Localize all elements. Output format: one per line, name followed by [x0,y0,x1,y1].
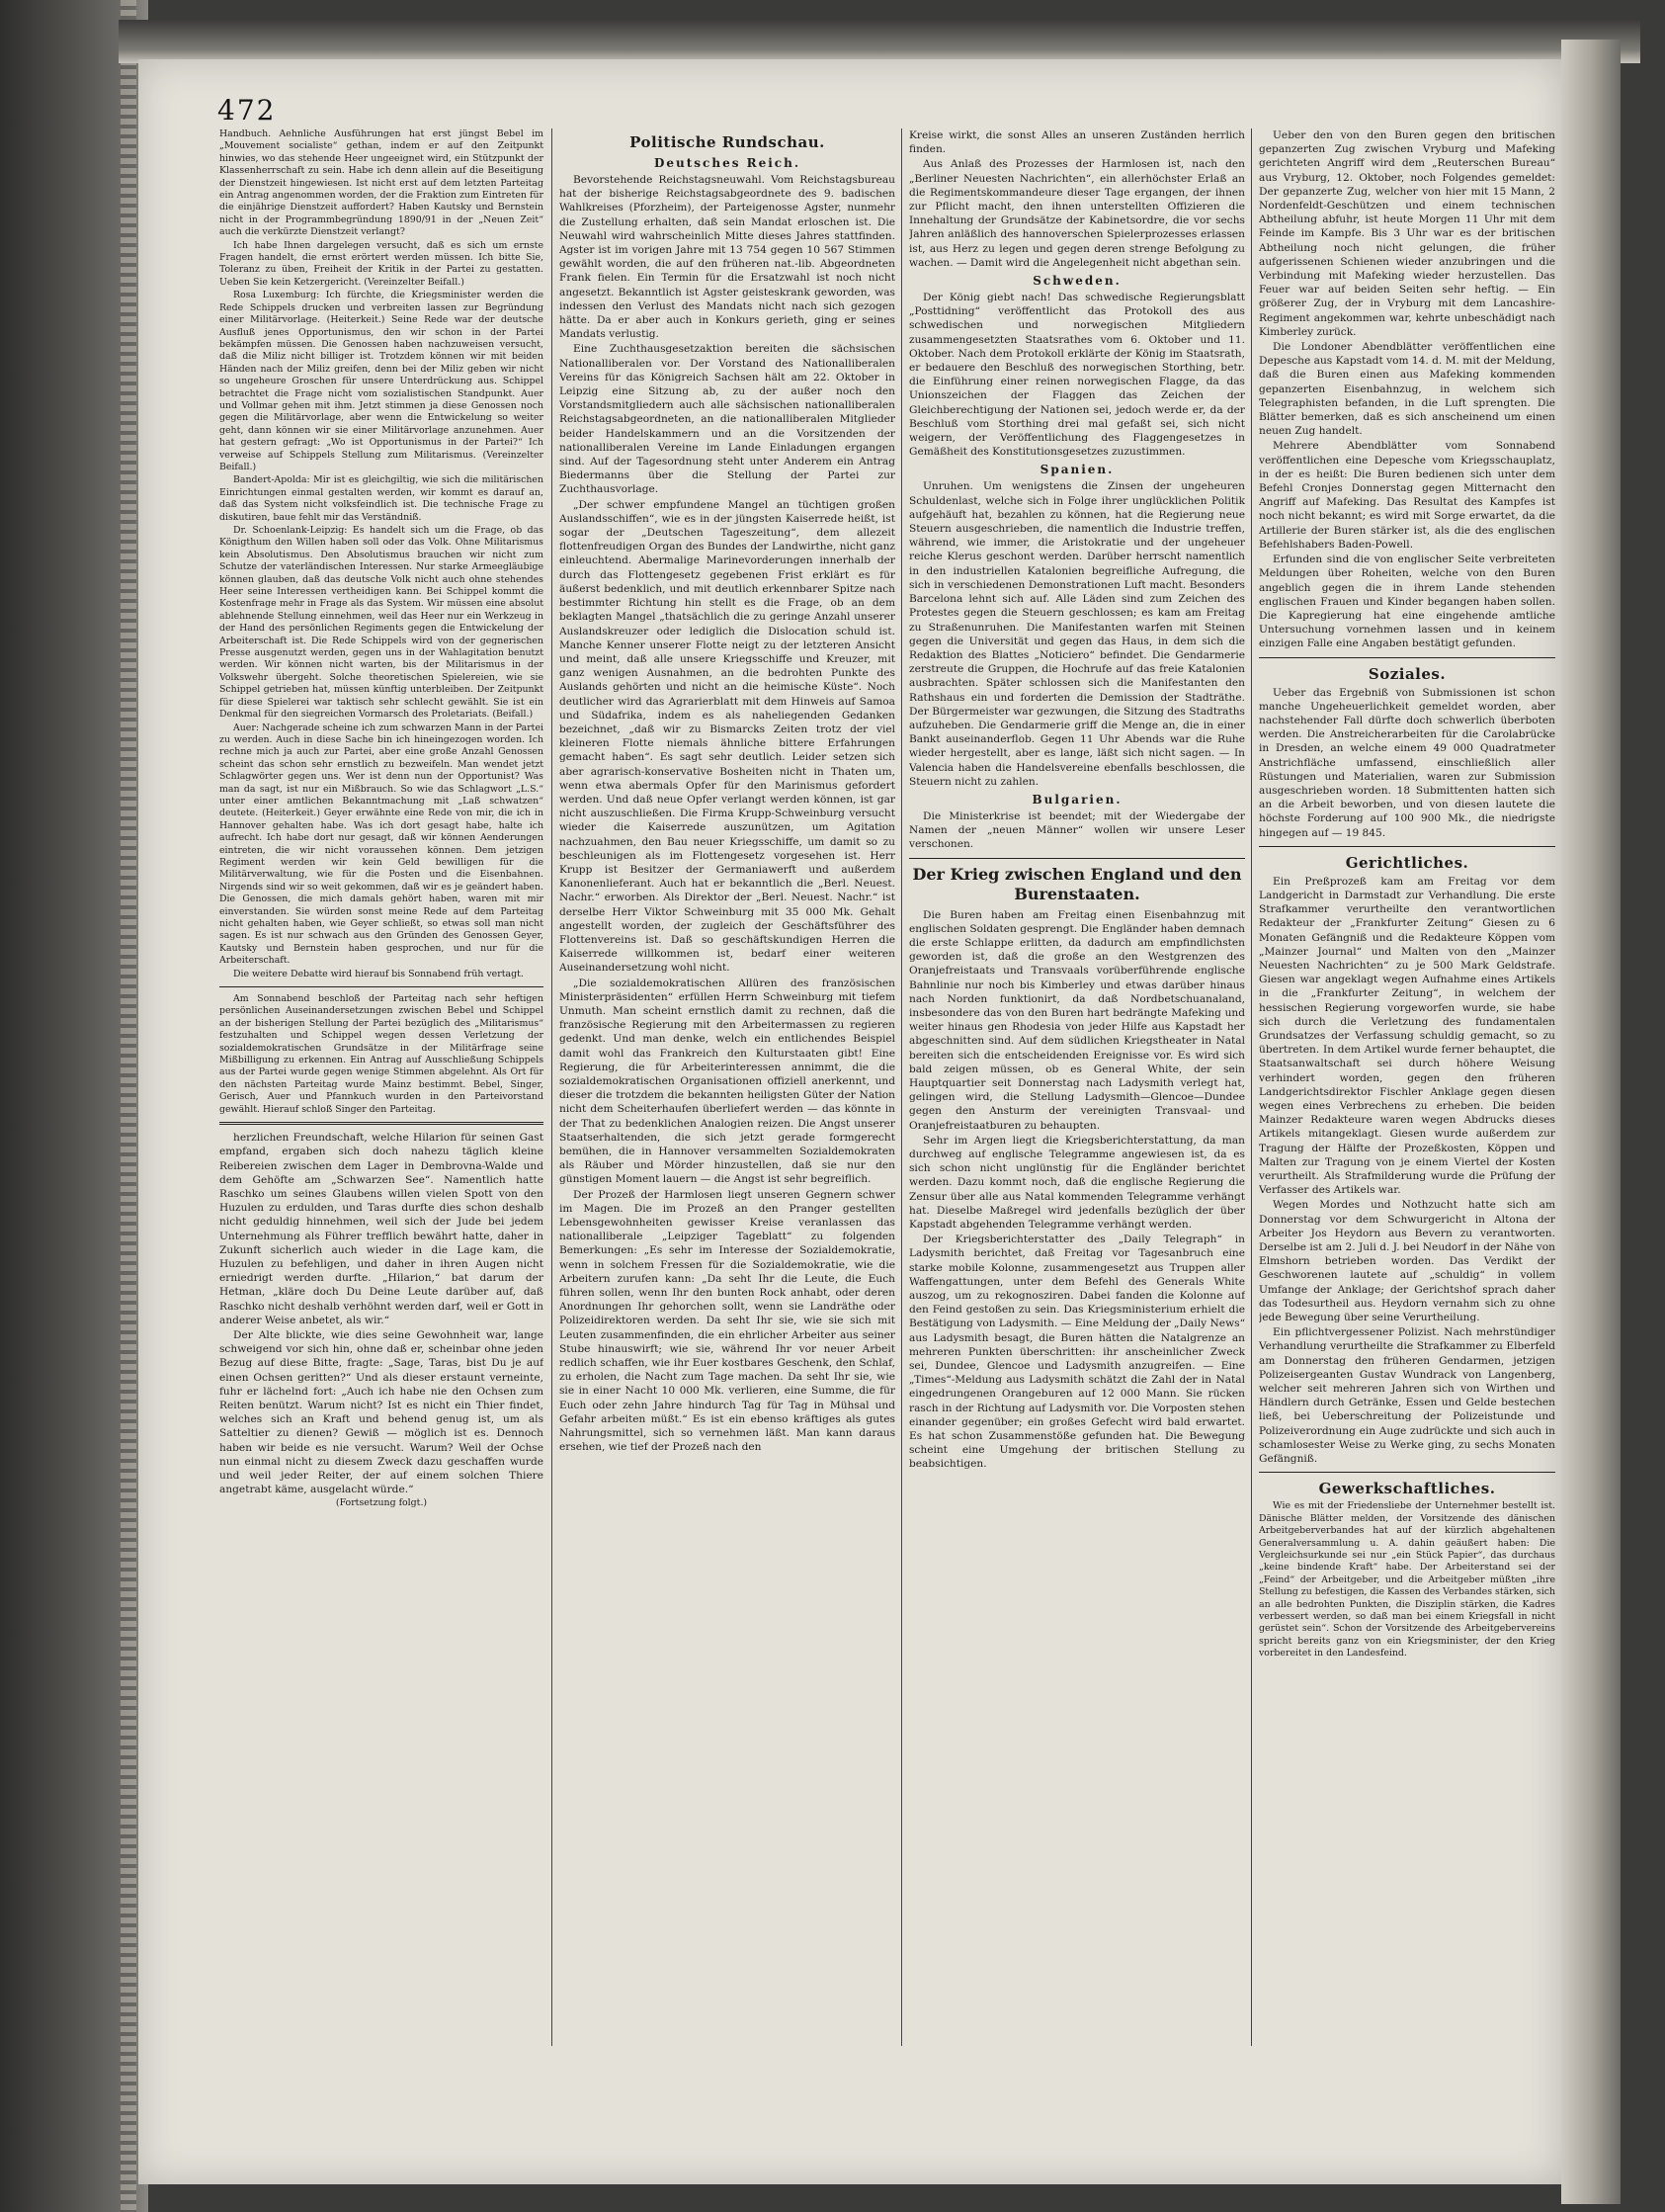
article-paragraph: Sehr im Argen liegt die Kriegsberichterstattung, da man durchweg auf englische Telegramme angewiesen ist, da es sich schon nicht unglünstig für die Engländer berichtet werden. Dazu kommt noch, daß die englische Regierung die Zensur über alle aus Natal kommenden Telegramme verhängt hat. Dieselbe Maßregel wird jedenfalls bezüglich der über Kapstadt abgehenden Telegramme verhängt werden. [909,1134,1245,1232]
column-divider [551,128,552,2046]
article-paragraph: Bevorstehende Reichstagsneuwahl. Vom Reichstagsbureau hat der bisherige Reichstagsabgeordnete des 9. badischen Wahlkreises (Pforzheim), der Parteigenosse Agster, nunmehr die Zustellung erhalten, daß sein Mandat erloschen ist. Die Neuwahl wird wahrscheinlich Mitte dieses Jahres stattfinden. Agster ist im vorigen Jahre mit 13 754 gegen 10 567 Stimmen gewählt worden, die auf den früheren nat.-lib. Abgeordneten Frank fielen. Ein Termin für die Ersatzwahl ist noch nicht angesetzt. Bekanntlich ist Agster geisteskrank geworden, was indessen den Verlust des Mandats nicht nach sich gezogen hätte. Da er aber auch in Konkurs gerieth, ging er seines Mandats verlustig. [559,174,895,341]
section-rule [1259,657,1555,658]
headline-war: Der Krieg zwischen England und den Burenstaaten. [912,864,1242,903]
article-paragraph: Ein pflichtvergessener Polizist. Nach mehrstündiger Verhandlung verurtheilte die Strafkammer zu Elberfeld am Donnerstag den früheren Gendarmen, jetzigen Polizeisergeanten Gustav Wundrack von Langenberg, welcher seit mehreren Jahren sich von Wirthen und Händlern durch Getränke, Essen und Gelde bestechen ließ, bei Ueberschreitung der Polizeistunde und Polizeiverordnung ein Auge zudrückte und sich auch in schamlosester Weise zu Werke ging, zu sechs Monaten Gefängniß. [1259,1326,1555,1466]
article-paragraph: Die Londoner Abendblätter veröffentlichen eine Depesche aus Kapstadt vom 14. d. M. mit der Meldung, daß die Buren einen aus Mafeking kommenden gepanzerten Eisenbahnzug, in welchem sich Telegraphisten befanden, in die Luft sprengten. Die Blätter bemerken, daß es sich anscheinend um einen neuen Zug handelt. [1259,341,1555,438]
article-paragraph: Kreise wirkt, die sonst Alles an unseren Zuständen herrlich finden. [909,129,1245,156]
article-paragraph: Der König giebt nach! Das schwedische Regierungsblatt „Posttidning“ veröffentlicht das Protokoll des aus schwedischen und norwegischen Mitgliedern zusammengesetzten Staatsrathes vom 6. Oktober und 11. Oktober. Nach dem Protokoll erklärte der König im Staatsrath, er bedauere den Beschluß des norwegischen Storthing, betr. die Einführung einer reinen norwegischen Flagge, da das Unionszeichen der Flaggen das Zeichen der Gleichberechtigung der Nationen sei, jedoch werde er, da der Beschluß vom Storthing drei mal gefaßt sei, sich nicht weigern, der Veröffentlichung des Flaggengesetzes in Gemäßheit des Konstitutionsgesetzes zuzustimmen. [909,292,1245,459]
article-paragraph: Eine Zuchthausgesetzaktion bereiten die sächsischen Nationalliberalen vor. Der Vorstand des Nationalliberalen Vereins für das Königreich Sachsen hält am 22. Oktober in Leipzig eine Sitzung ab, zu der außer noch den Vorstandsmitgliedern auch alle sächsischen nationalliberalen Reichstagsabgeordneten, an die nationalliberalen Mitglieder beider Handelskammern und an die Vorsitzenden der nationalliberalen Vereine im Lande Einladungen ergangen sind. Auf der Tagesordnung steht unter Anderem ein Antrag Biedermanns über die Stellung der Partei zur Zuchthausvorlage. [559,343,895,496]
article-paragraph: Wegen Mordes und Nothzucht hatte sich am Donnerstag vor dem Schwurgericht in Altona der Arbeiter Jos Heydorn aus Bevern zu verantworten. Derselbe ist am 2. Juli d. J. bei Neudorf in der Nähe von Elmshorn betrieben worden. Das Verdikt der Geschworenen lautete auf „schuldig“ in vollem Umfange der Anklage; der Gerichtshof sprach daher das Todesurtheil aus. Heydorn vernahm sich zu ohne jede Bewegung über seine Verurtheilung. [1259,1199,1555,1324]
section-rule [219,986,543,987]
section-title: Gewerkschaftliches. [1318,1480,1496,1498]
article-paragraph: Ueber das Ergebniß von Submissionen ist schon manche Ungeheuerlichkeit gemeldet worden, aber nachstehender Fall dürfte doch schwerlich überboten werden. Die Anstreicherarbeiten für die Carolabrücke in Dresden, an welche einem 49 000 Quadratmeter Anstrichfläche umfassend, einschließlich aller Rüstungen und Materialien, waren zur Submission ausgeschrieben worden. 18 Submittenten hatten sich an die Arbeit beworben, und von diesen lautete die höchste Forderung auf 100 900 Mk., die niedrigste hingegen auf — 19 845. [1259,686,1555,839]
col1-paragraph: Am Sonnabend beschloß der Parteitag nach sehr heftigen persönlichen Auseinandersetzungen zwischen Bebel und Schippel an der bisherigen Stellung der Partei bezüglich des „Militarismus“ festzuhalten und Schippel wegen dessen Verletzung der sozialdemokratischen Grundsätze in der Militärfrage seine Mißbilligung zu erkennen. Ein Antrag auf Ausschließung Schippels aus der Partei wurde gegen wenige Stimmen abgelehnt. Als Ort für den nächsten Parteitag wurde Mainz bestimmt. Bebel, Singer, Gerisch, Auer und Pfannkuch wurden in den Parteivorstand gewählt. Hierauf schloß Singer den Parteitag. [219,993,543,1115]
article-paragraph: Ein Preßprozeß kam am Freitag vor dem Landgericht in Darmstadt zur Verhandlung. Die erste Strafkammer verurtheilte den verantwortlichen Redakteur der „Frankfurter Zeitung“ Giesen zu 6 Monaten Gefängniß und die Redakteure Köppen vom „Mainzer Journal“ und Malten von den „Mainzer Neuesten Nachrichten“ zu je 500 Mark Geldstrafe. Giesen war angeklagt wegen Aufnahme eines Artikels in die „Frankfurter Zeitung“, in welchem der hessischen Regierung vorgeworfen wurde, sie habe sich durch die Verletzung des fundamentalen Grundsatzes der Verfassung schuldig gemacht, so zu übertreten. In dem Artikel wurde ferner behauptet, die Staatsanwaltschaft sei durch höhere Weisung verhindert worden, gegen den früheren Landgerichtsdirektor Fischler Anklage gegen diesen wegen eines Verbrechens zu erheben. Die beiden Mainzer Redakteure waren wegen Abdrucks dieses Artikels mitangeklagt. Giesen wurde außerdem zur Tragung der Hälfte der Prozeßkosten, Köppen und Malten zur Tragung von je einem Viertel der Kosten verurtheilt. Als Strafmilderung wurde die Prüfung der Verfasser des Artikels war. [1259,875,1555,1197]
feuilleton-paragraph: Der Alte blickte, wie dies seine Gewohnheit war, lange schweigend vor sich hin, ohne daß er, scheinbar ohne jeden Bezug auf diese Bitte, fragte: „Sage, Taras, bist Du je auf einen Ochsen geritten?“ Und als dieser erstaunt verneinte, fuhr er lächelnd fort: „Auch ich habe nie den Ochsen zum Reiten benützt. Warum nicht? Ist es nicht ein Thier findet, welches sich an Kraft und behend genug ist, um als Satteltier zu dienen? Gewiß — möglich ist es. Dennoch haben wir beide es nie versucht. Warum? Weil der Ochse nun einmal nicht zu diesem Zweck dazu geschaffen wurde und weil jeder Reiter, der auf einem solchen Thiere angetrabt käme, ausgelacht würde.“ [219,1328,543,1496]
article-paragraph: Mehrere Abendblätter vom Sonnabend veröffentlichen eine Depesche vom Kriegsschauplatz, in der es heißt: Die Buren bedienen sich unter dem Befehl Cronjes Donnerstag gegen Mitternacht den Angriff auf Mafeking. Das Resultat des Kampfes ist noch nicht bekannt; es wird mit Sorge erwartet, da die Artillerie der Buren stärker ist, als die des englischen Befehlshabers Baden-Powell. [1259,440,1555,551]
column-divider [1251,128,1252,2046]
col1-paragraph: Die weitere Debatte wird hierauf bis Sonnabend früh vertagt. [233,968,524,979]
article-paragraph: „Die sozialdemokratischen Allüren des französischen Ministerpräsidenten“ erfüllen Herrn Schweinburg mit tiefem Unmuth. Man scheint ernstlich damit zu rechnen, daß die französische Regierung mit den Arbeitermassen zu regieren gedenkt. Und man denke, welch ein entlichendes Beispiel damit wohl das Frankreich den Kulturstaaten gibt! Eine Regierung, die für Arbeiterinteressen annimmt, die die sozialdemokratischen Organisationen offiziell anerkennt, und dieser die trotzdem die bekannten heiligsten Güter der Nation nicht dem Scheiterhaufen überliefert werden — das könnte in der That zu bedenklichen Analogien reizen. Die Angst unserer Staatserhaltenden, die sich jetzt gerade formgerecht bemühen, die in Hannover versammelten Sozialdemokraten als Räuber und Mörder hinzustellen, daß sie nur den günstigen Moment lauern — die Angst ist sehr begreiflich. [559,977,895,1186]
section-title: Gerichtliches. [1345,853,1469,872]
column-2 [559,128,895,2115]
section-title: Politische Rundschau. [629,133,825,151]
section-rule [909,858,1245,859]
book-binding [0,0,148,2212]
binding-stitching [121,0,136,2212]
column-4 [1259,128,1555,2115]
section-rule [1259,1472,1555,1473]
column-divider [901,128,902,2046]
page-right-edge [1561,40,1621,2204]
feuilleton-rule [219,1122,543,1125]
article-paragraph: Die Ministerkrise ist beendet; mit der Wiedergabe der Namen der „neuen Männer“ wollen wir unsere Leser verschonen. [909,809,1245,851]
section-subtitle: Deutsches Reich. [653,156,801,170]
article-paragraph: Der Kriegsberichterstatter des „Daily Telegraph“ in Ladysmith berichtet, daß Freitag vor Tagesanbruch eine starke mobile Kolonne, zusammengesetzt aus Truppen aller Waffengattungen, unter dem Befehl des Generals White auszog, um zu rekognosziren. Dabei fanden die Kolonne auf den Feind gestoßen zu sein. Das Kriegsministerium erhielt die Bestätigung von Ladysmith. — Eine Meldung der „Daily News“ aus Ladysmith besagt, die Buren hätten die Natalgrenze an mehreren Punkten überschritten: ihr anscheinlicher Zweck sei, Dundee, Glencoe und Ladysmith anzugreifen. — Eine „Times“-Meldung aus Ladysmith schätzt die Zahl der in Natal eingedrungenen Orangeburen auf 12 000 Mann. Sie rücken rasch in der Richtung auf Ladysmith vor. Die Vorposten stehen einander gegenüber; ein großes Gefecht wird bald erwartet. Es hat schon Zusammenstöße gefunden hat. Die Bewegung scheint eine Umgehung der britischen Stellung zu beabsichtigen. [909,1234,1245,1471]
col1-paragraph: Auer: Nachgerade scheine ich zum schwarzen Mann in der Partei zu werden. Auch in diese Sache bin ich hineingezogen worden. Ich rechne mich ja auch zur Partei, aber eine große Anzahl Genossen scheint das schon sehr ernstlich zu bezweifeln. Man wendet jetzt Schlagwörter gegen uns. Wer ist denn nun der Opportunist? Was man da sagt, ist nur ein Mißbrauch. So wie das Schlagwort „L.S.“ unter einer amtlichen Bekanntmachung mit „Laß schwatzen“ deutete. (Heiterkeit.) Geyer erwähnte eine Rede von mir, die ich in Hannover gehalten habe. Was ich dort gesagt habe, halte ich aufrecht. Ich habe dort nur gesagt, daß wir können Aenderungen eintreten, die wir nicht voraussehen können. Dem jetzigen Regiment werden wir kein Geld bewilligen für die Militärverwaltung, wie für die Posten und die Eisenbahnen. Nirgends sind wir so weit gekommen, daß wir es je geändert haben. Die Genossen, die mich damals gehört haben, waren mit mir einverstanden. Sie würden sonst meine Rede auf dem Parteitag nicht gehalten haben, wie Geyer schließt, so etwas soll man nicht sagen. Es ist nur schwach aus den Gründen des Genossen Geyer, Kautsky und Bernstein haben gesprochen, und nur für die Arbeiterschaft. [219,722,543,967]
col1-paragraph: Dr. Schoenlank-Leipzig: Es handelt sich um die Frage, ob das Königthum den Willen haben soll oder das Volk. Ohne Militarismus kein Absolutismus. Den Absolutismus brauchen wir nicht zum Schutze der vaterländischen Interessen. Nur starke Armeegläubige können glauben, daß das deutsche Volk nicht auch ohne stehendes Heer seine Interessen vertheidigen kann. Bei Schippel kommt die Kostenfrage mehr in Frage als das System. Wir müssen eine absolut ablehnende Stellung einnehmen, weil das Heer nur ein Werkzeug in der Hand des persönlichen Regiments gegen die Entwickelung der Arbeiterschaft ist. Die Rede Schippels wird von der gegnerischen Presse ausgenutzt werden, gegen uns in der Wahlagitation benutzt werden. Wir können nicht warten, bis der Militarismus in der Volkswehr übergeht. Solche theoretischen Spielereien, wie sie Schippel getrieben hat, müssen künftig unterbleiben. Der Zeitpunkt für diese Spielerei war taktisch sehr schlecht gewählt. Sie ist ein Denkmal für den siegreichen Vormarsch des Proletariats. (Beifall.) [219,525,543,721]
section-title: Soziales. [1368,664,1447,683]
section-rule [1259,846,1555,847]
article-paragraph: Ueber den von den Buren gegen den britischen gepanzerten Zug zwischen Vryburg und Mafeking gerichteten Angriff wird dem „Reuterschen Bureau“ aus Vryburg, 12. Oktober, noch Folgendes gemeldet: Der gepanzerte Zug, welcher von hier mit 15 Mann, 2 Nordenfeldt-Geschützen und einem technischen Abtheilung abfuhr, ist heute Morgen 11 Uhr mit dem Feinde im Kampfe. Bis 3 Uhr war es der britischen Abtheilung noch nicht gelungen, die früher aufgerissenen Schienen wieder anzubringen und die Verbindung mit Mafeking wieder herzustellen. Das Feuer war auf beiden Seiten sehr heftig. — Ein größerer Zug, der in Vryburg mit dem Lancashire-Regiment angekommen war, kehrte unbeschädigt nach Kimberley zurück. [1259,129,1555,338]
article-paragraph: Erfunden sind die von englischer Seite verbreiteten Meldungen über Roheiten, welche von den Buren angeblich gegen die in ihrem Lande stehenden englischen Frauen und Kinder begangen haben sollen. Die Kapregierung hat eine eingehende amtliche Untersuchung vornehmen lassen und in keinem einzigen Falle eine Angaben bestätigt gefunden. [1259,553,1555,650]
section-subtitle: Spanien. [1040,463,1115,477]
continuation-note: (Fortsetzung folgt.) [335,1497,428,1509]
article-paragraph: Wie es mit der Friedensliebe der Unternehmer bestellt ist. Dänische Blätter melden, der Vorsitzende des dänischen Arbeitgeberverbandes hat auf der kürzlich abgehaltenen Generalversammlung u. A. dahin geäußert haben: Die Vergleichsurkunde sei nur „ein Stück Papier“, das durchaus „keine bindende Kraft“ habe. Der Arbeiterstand sei der „Feind“ der Arbeitgeber, und die Arbeitgeber müßten „ihre Stellung zu befestigen, die Kassen des Verbandes stärken, sich an alle bedrohten Punkten, die Disziplin stärken, die Kadres verbessert werden, so daß man bei einem Kriegsfall in nicht gerüstet sein“. Schon der Vorsitzende des Arbeitgebervereins spricht bereits ganz von ein Kriegsminister, der den Krieg vorbereitet in den Landesfeind. [1259,1500,1555,1659]
column-3 [909,128,1245,2115]
section-subtitle: Schweden. [1033,274,1122,289]
column-1 [219,128,543,2115]
col1-paragraph: Bandert-Apolda: Mir ist es gleichgiltig, wie sich die militärischen Einrichtungen einmal gestalten werden, wir kommt es darauf an, daß das System nicht volksfeindlich ist. Die technische Frage zu diskutiren, baue fehlt mir das Verständniß. [219,474,543,523]
feuilleton-paragraph: herzlichen Freundschaft, welche Hilarion für seinen Gast empfand, ergaben sich doch nahezu täglich kleine Reibereien zwischen dem Lager in Dembrovna-Walde und dem Gehöfte am „Schwarzen See“. Namentlich hatte Raschko um seines Glaubens willen vielen Spott von den Huzulen zu erdulden, und Taras durfte dies schon deshalb nicht geduldig hinnehmen, weil sich der Jude bei jedem Unternehmung als Führer trefflich bewährt hatte, daher in Zukunft sicherlich auch wieder in die Lage kam, die Huzulen zu befehligen, und daher in ihren Augen nicht erniedrigt werden durfte. „Hilarion,“ bat darum der Hetman, „kläre doch Du Deine Leute darüber auf, daß Raschko nicht deshalb verhöhnt werden darf, weil er Gott in anderer Weise anbetet, als wir.“ [219,1132,543,1326]
article-paragraph: Die Buren haben am Freitag einen Eisenbahnzug mit englischen Soldaten gesprengt. Die Engländer haben demnach die erste Schlappe erlitten, da dadurch am empfindlichsten geworden ist, daß die große an den Westgrenzen des Oranjefreistaats und Transvaals vorüberführende englische Bahnlinie nur noch bis Kimberley und etwas darüber hinaus nach Norden funktionirt, da daß Nordbetschuanaland, insbesondere das von den Buren hart bedrängte Mafeking und weiter hinaus gen Rhodesia von jeder Hilfe aus Kapstadt her abgeschnitten sind. Auf dem südlichen Kriegstheater in Natal bereiten sich die entscheidenden Ereignisse vor. Es wird sich bald zeigen müssen, ob es General White, der sein Hauptquartier seit Donnerstag nach Ladysmith verlegt hat, gelingen wird, die Stellung Ladysmith—Glencoe—Dundee gegen den Ansturm der vereinigten Transvaal- und Oranjefreistaatburen zu behaupten. [909,908,1245,1132]
section-subtitle: Bulgarien. [1032,792,1123,807]
article-paragraph: Aus Anlaß des Prozesses der Harmlosen ist, nach den „Berliner Neuesten Nachrichten“, ein allerhöchster Erlaß an die Regimentskommandeure dieser Tage ergangen, der ihnen zur Pflicht macht, den ihnen unterstellten Offizieren die Innehaltung der Grundsätze der Kabinetsordre, die vor sechs Jahren anläßlich des hannoverschen Spielerprozesses erlassen ist, aus Herz zu legen und gegen deren strenge Befolgung zu wachen. — Damit wird die Angelegenheit nicht abgethan sein. [909,158,1245,269]
col1-paragraph: Handbuch. Aehnliche Ausführungen hat erst jüngst Bebel im „Mouvement socialiste“ gethan, indem er auf den Zeitpunkt hinwies, wo das stehende Heer ungeeignet wird, ein Stützpunkt der Klassenherrschaft zu sein. Habe ich denn allein auf die Beseitigung der Dienstzeit hingewiesen. Ist nicht erst auf dem letzten Parteitag ein Antrag angenommen worden, der die Fraktion zum Eintreten für die einjährige Dienstzeit auffordert? Haben Kautsky und Bernstein nicht in der Programmbegründung 1890/91 in der „Neuen Zeit“ auch die verkürzte Dienstzeit verlangt? [219,128,543,238]
col1-paragraph: Rosa Luxemburg: Ich fürchte, die Kriegsminister werden die Rede Schippels drucken und verbreiten lassen zur Begründung einer Militärvorlage. (Heiterkeit.) Seine Rede war der deutsche Ausfluß jenes Opportunismus, den wir schon in der Partei bekämpfen müssen. Die Genossen haben nachzuweisen versucht, daß die Miliz nicht billiger ist. Trotzdem können wir mit beiden Händen nach der Miliz greifen, denn bei der Miliz geben wir nicht so ungeheure Groschen für unsere Unterdrückung aus. Schippel betrachtet die Frage nicht vom sozialistischen Standpunkt. Auer und Vollmar gehen mit ihm. Jetzt stimmen ja diese Genossen noch gegen die Militärvorlage, aber wenn die Entwickelung so weiter geht, dann können wir sie einer Militärvorlage anzunehmen. Auer hat gestern gefragt: „Wo ist Opportunismus in der Partei?“ Ich verweise auf Schippels Stellung zum Militarismus. (Vereinzelter Beifall.) [219,290,543,472]
article-paragraph: Der Prozeß der Harmlosen liegt unseren Gegnern schwer im Magen. Die im Prozeß an den Pranger gestellten Lebensgewohnheiten gewisser Kreise veranlassen das nationalliberale „Leipziger Tageblatt“ zu folgenden Bemerkungen: „Es sehr im Interesse der Sozialdemokratie, wenn in solchem Fressen für die Sozialdemokratie, wie die Arbeitern zurufen kann: „Da seht Ihr die Leute, die Euch führen sollen, wenn Ihr den bunten Rock anhabt, oder deren Anordnungen Ihr gehorchen sollt, wenn sie Landräthe oder Polizeidirektoren werden. Da seht Ihr sie, wie sie sich mit Leuten zusammenfinden, die ein ehrlicher Arbeiter aus seiner Stube hinauswirft; wie sie, während Ihr vor neuer Arbeit redlich schaffen, wie ihr Euer kostbares Geschenk, den Schlaf, zu erholen, die Nacht zum Tage machen. Da seht Ihr sie, wie sie in einer Nacht 10 000 Mk. verlieren, eine Summe, die für Euch oder zehn Jahre hindurch Tag für Tag in Mühsal und Gefahr arbeiten müßt.“ Es ist ein ebenso kräftiges als gutes Nahrungsmittel, sich so vernehmen läßt. Man kann daraus ersehen, wie tief der Prozeß nach den [559,1188,895,1454]
page-top-edge [119,20,1640,63]
article-paragraph: „Der schwer empfundene Mangel an tüchtigen großen Auslandsschiffen“, wie es in der jüngsten Kaiserrede heißt, ist sogar der „Deutschen Tageszeitung“, dem allezeit flottenfreudigen Organ des Bundes der Landwirthe, nicht ganz einleuchtend. Abermalige Marinevorderungen innerhalb der durch das Flottengesetz gegebenen Frist erklärt es für äußerst bedenklich, und mit deutlich erkennbarer Spitze nach bestimmter Richtung hin stellt es die Frage, ob an dem beklagten Mangel „thatsächlich die zu geringe Anzahl unserer Auslandskreuzer oder lediglich die Dislocation schuld ist. Manche Kenner unserer Flotte neigt zu der letzteren Ansicht und meint, daß alle unsere Kriegsschiffe und Kreuzer, mit ganz wenigen Ausnahmen, an die bedrohten Punkte des Auslands gehörten und nicht an die heimische Küste“. Noch deutlicher wird das Agrarierblatt mit dem Hinweis auf Samoa und Südafrika, indem es als naheliegenden Gedanken bezeichnet, „daß wir zu Bismarcks Zeiten trotz der viel kleineren Flotte niemals ähnliche bittere Erfahrungen gemacht haben“. Es sagt sehr deutlich. Leider setzen sich aber agrarisch-konservative Bosheiten nicht in Thaten um, wenn etwa abermals Opfer für den Marinismus gefordert werden. Und daß neue Opfer verlangt werden können, ist gar nicht auszuschließen. Die Firma Krupp-Schweinburg versucht wieder die Kaiserrede auszunützen, um Agitation nachzuahmen, den Bau neuer Kriegsschiffe, um damit so zu beschleunigen als im Flottengesetz vorgesehen ist. Herr Krupp ist Besitzer der Germaniawerft und außerdem Kanonenlieferant. Auch hat er bekanntlich die „Berl. Neuest. Nachr.“ erworben. Als Direktor der „Berl. Neuest. Nachr.“ ist derselbe Herr Viktor Schweinburg mit 35 000 Mk. Gehalt angestellt worden, der zugleich der Geschäftsführer des Flottenvereins ist. Daß so geschäftskundigen Herren die Kaiserrede willkommen ist, bedarf einer weiteren Auseinandersetzung wohl nicht. [559,498,895,975]
article-paragraph: Unruhen. Um wenigstens die Zinsen der ungeheuren Schuldenlast, welche sich in Folge ihrer unglücklichen Politik aufgehäuft hat, bezahlen zu können, hat die Regierung neue Steuern ausgeschrieben, die namentlich die Industrie treffen, während, wie immer, die Aristokratie und der ungeheuer reiche Klerus geschont werden. Darüber herrscht namentlich in den industriellen Katalonien begreifliche Aufregung, die sich in verschiedenen Demonstrationen Luft macht. Besonders Barcelona lehnt sich auf. Alle Läden sind zum Zeichen des Protestes gegen die Steuern geschlossen; es kam am Freitag zu Straßenunruhen. Die Manifestanten warfen mit Steinen gegen die Universität und gegen das Haus, in dem sich die Redaktion des Blattes „Noticiero“ befindet. Die Gendarmerie zerstreute die Gruppen, die Hochrufe auf das freie Katalonien ausbrachten. Später schlossen sich die Manifestanten den Rathshaus ein und forderten die Demission der Stadträthe. Der Bürgermeister war gezwungen, die Sitzung des Stadtraths aufzuheben. Die Gendarmerie griff die Menge an, die in einer Bankt auseinanderflob. Gegen 11 Uhr Abends war die Ruhe wieder hergestellt, aber es lange, läßt sich nicht sagen. — In Valencia haben die Handelsvereine ebenfalls beschlossen, die Steuern nicht zu zahlen. [909,480,1245,788]
col1-paragraph: Ich habe Ihnen dargelegen versucht, daß es sich um ernste Fragen handelt, die ernst erörtert werden müssen. Ich bitte Sie, Toleranz zu üben, Freiheit der Kritik in der Partei zu gestatten. Ueben Sie kein Ketzergericht. (Vereinzelter Beifall.) [219,239,543,288]
page-number: 472 [217,94,277,127]
